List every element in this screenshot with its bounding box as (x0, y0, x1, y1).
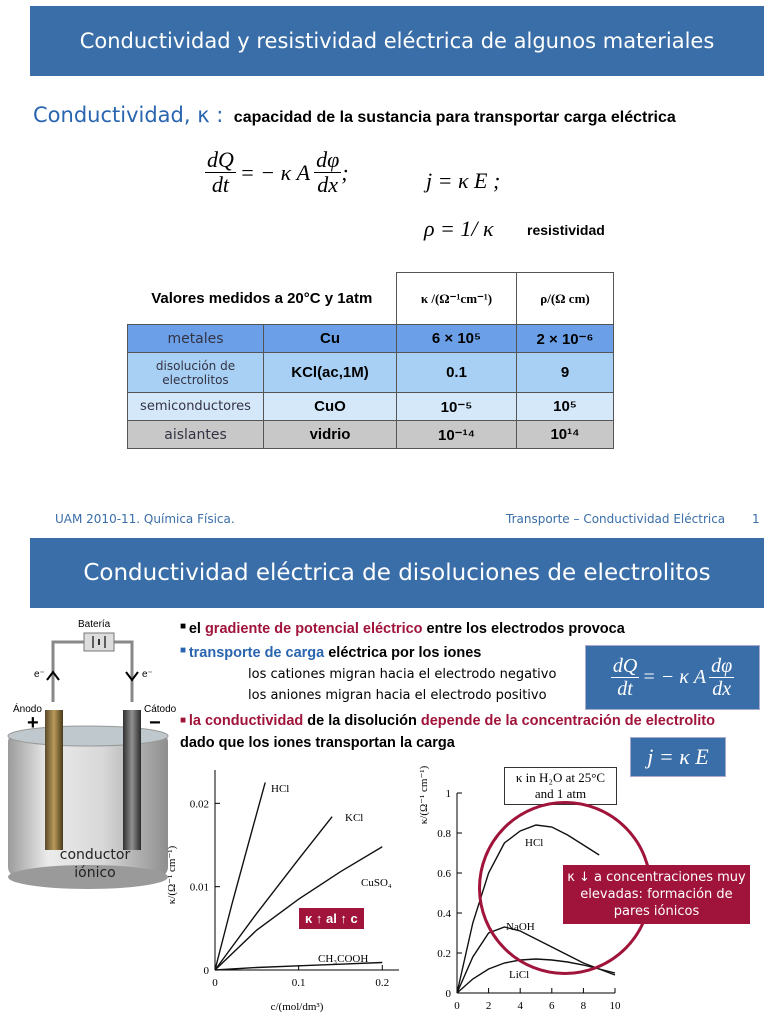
table-row (128, 353, 614, 393)
dphi-dx-fraction (314, 148, 341, 197)
plus-sign: + (27, 712, 39, 734)
b2-rest: eléctrica por los iones (324, 645, 482, 661)
x-tick-label: 8 (580, 1000, 587, 1012)
minus-sign: − (149, 712, 161, 734)
decrease-label: κ ↓ a concentraciones muy elevadas: formación de pares iónicos (563, 865, 750, 924)
row-rho: 10¹⁴ (517, 421, 614, 449)
b1-rest: entre los electrodos provoca (422, 621, 625, 637)
row-type: aislantes (128, 421, 264, 449)
y-axis-label: κ/(Ω⁻¹ cm⁻¹) (418, 765, 430, 825)
series-label: HCl (271, 783, 290, 795)
definition-term: Conductividad, κ : (33, 103, 224, 127)
x-tick-label: 0.2 (375, 977, 390, 989)
col-rho-header (517, 273, 614, 325)
anodo-label: Ánodo (13, 704, 42, 715)
box-dx: dx (712, 678, 732, 700)
series-line (215, 783, 265, 971)
bullet-marker: ■ (180, 715, 189, 726)
page-number: 1 (752, 512, 760, 526)
col-rho-text: ρ/(Ω cm) (540, 290, 590, 306)
row-type: semiconductores (128, 393, 264, 421)
electron-right-label: e⁻ (142, 669, 153, 680)
footer-right: Transporte – Conductividad Eléctrica (506, 512, 726, 526)
flux-equation (205, 148, 349, 197)
y-tick-label: 0.02 (189, 798, 209, 811)
slide1-title: Conductividad y resistividad eléctrica de algunos materiales (30, 6, 764, 76)
table-caption (128, 273, 397, 325)
b2-blue: transporte de carga (188, 645, 325, 661)
row-example: vidrio (264, 421, 397, 449)
b3-mid: de la disolución (303, 713, 421, 729)
conductor-label: conductor iónico (59, 847, 131, 881)
row-example: Cu (264, 325, 397, 353)
x-tick-label: 4 (517, 1000, 523, 1012)
slide2-title: Conductividad eléctrica de disoluciones de electrolitos (30, 538, 764, 608)
row-kappa: 10⁻⁵ (397, 393, 517, 421)
flux-equation-box (585, 645, 760, 710)
row-kappa: 10⁻¹⁴ (397, 421, 517, 449)
row-example: KCl(ac,1M) (264, 353, 397, 393)
x-tick-label: 2 (485, 1000, 492, 1012)
y-axis-label: κ/(Ω⁻¹ cm⁻¹) (166, 845, 178, 905)
dq-dt-fraction (205, 148, 236, 197)
dphi: dφ (316, 147, 340, 172)
col-kappa-text: κ /(Ω⁻¹cm⁻¹) (420, 290, 493, 306)
dt: dt (211, 172, 229, 198)
row-rho: 9 (517, 353, 614, 393)
series-label: KCl (345, 812, 364, 824)
y-tick-label: 0.2 (437, 948, 451, 960)
row-type: metales (128, 325, 264, 353)
ohm-equation: j = κ E ; (426, 168, 501, 193)
x-axis-label: c/(mol/dm³) (270, 1001, 324, 1013)
row-type: disolución de electrolitos (128, 353, 264, 393)
b1-red: gradiente de potencial eléctrico (204, 621, 423, 637)
dq: dQ (207, 147, 234, 172)
definition-text: capacidad de la sustancia para transportar carga eléctrica (233, 109, 676, 126)
box-dq-dt (611, 655, 639, 700)
b3-red1: la conductividad (188, 713, 304, 729)
increase-label: κ ↑ al ↑ c (299, 908, 364, 929)
series-label: HCl (525, 837, 544, 849)
y-tick-label: 0.4 (437, 908, 451, 920)
row-kappa: 0.1 (397, 353, 517, 393)
box-dq: dQ (612, 655, 638, 677)
y-tick-label: 0.8 (437, 828, 451, 840)
b3-red2: depende de la concentración de electrolito (420, 713, 715, 729)
col-kappa-header (397, 273, 517, 325)
x-tick-label: 10 (609, 1000, 621, 1012)
bateria-label: Batería (78, 619, 111, 630)
y-tick-label: 1 (445, 788, 451, 800)
footer-left: UAM 2010-11. Química Física. (55, 512, 235, 526)
values-table (127, 272, 614, 449)
bullet-marker: ■ (180, 645, 189, 656)
series-line (215, 817, 332, 970)
h2o-note: κ in H₂O at 25°C and 1 atm (504, 767, 617, 805)
bullet-2 (180, 645, 481, 661)
x-tick-label: 0 (212, 977, 218, 989)
row-rho: 2 × 10⁻⁶ (517, 325, 614, 353)
definition-line (33, 103, 676, 127)
box-eq-mid: = − κ A (642, 666, 707, 688)
electron-left-label: e⁻ (34, 669, 45, 680)
x-tick-label: 6 (549, 1000, 555, 1012)
row-rho: 10⁵ (517, 393, 614, 421)
row-kappa: 6 × 10⁵ (397, 325, 517, 353)
ohm-equation-box: j = κ E (630, 737, 726, 777)
box-dphi: dφ (711, 655, 733, 677)
box-dphi-dx (709, 655, 734, 700)
y-tick-label: 0.6 (437, 868, 451, 880)
eq-mid: = − κ A (239, 159, 311, 185)
rho-equation: ρ = 1/ κ (424, 216, 494, 241)
series-label: LiCl (509, 969, 530, 981)
x-tick-label: 0 (454, 1000, 460, 1012)
box-dt: dt (617, 678, 633, 700)
sub-bullet-1: los cationes migran hacia el electrodo negativo (248, 667, 557, 682)
y-tick-label: 0.01 (189, 881, 209, 894)
sub-bullet-2: los aniones migran hacia el electrodo positivo (248, 688, 547, 703)
bullet-marker: ■ (180, 621, 189, 632)
eq-semicolon: ; (341, 159, 349, 185)
series-label: CH₃COOH (318, 953, 369, 965)
table-row (128, 421, 614, 449)
dx: dx (317, 172, 339, 198)
y-tick-label: 0 (445, 988, 451, 1000)
b3-rest: dado que los iones transportan la carga (180, 735, 455, 751)
x-tick-label: 0.1 (291, 977, 306, 989)
y-tick-label: 0 (203, 965, 209, 977)
table-row (128, 393, 614, 421)
chart-left (155, 765, 400, 1020)
b1-prefix: el (188, 621, 205, 637)
series-label: CuSO₄ (361, 877, 392, 889)
table-row (128, 325, 614, 353)
series-label: NaOH (506, 921, 535, 933)
table-caption-text: Valores medidos a 20°C y 1atm (151, 289, 373, 307)
catodo-label: Cátodo (144, 704, 177, 715)
resistividad-label: resistividad (527, 222, 605, 238)
row-example: CuO (264, 393, 397, 421)
bullet-1 (180, 621, 625, 637)
